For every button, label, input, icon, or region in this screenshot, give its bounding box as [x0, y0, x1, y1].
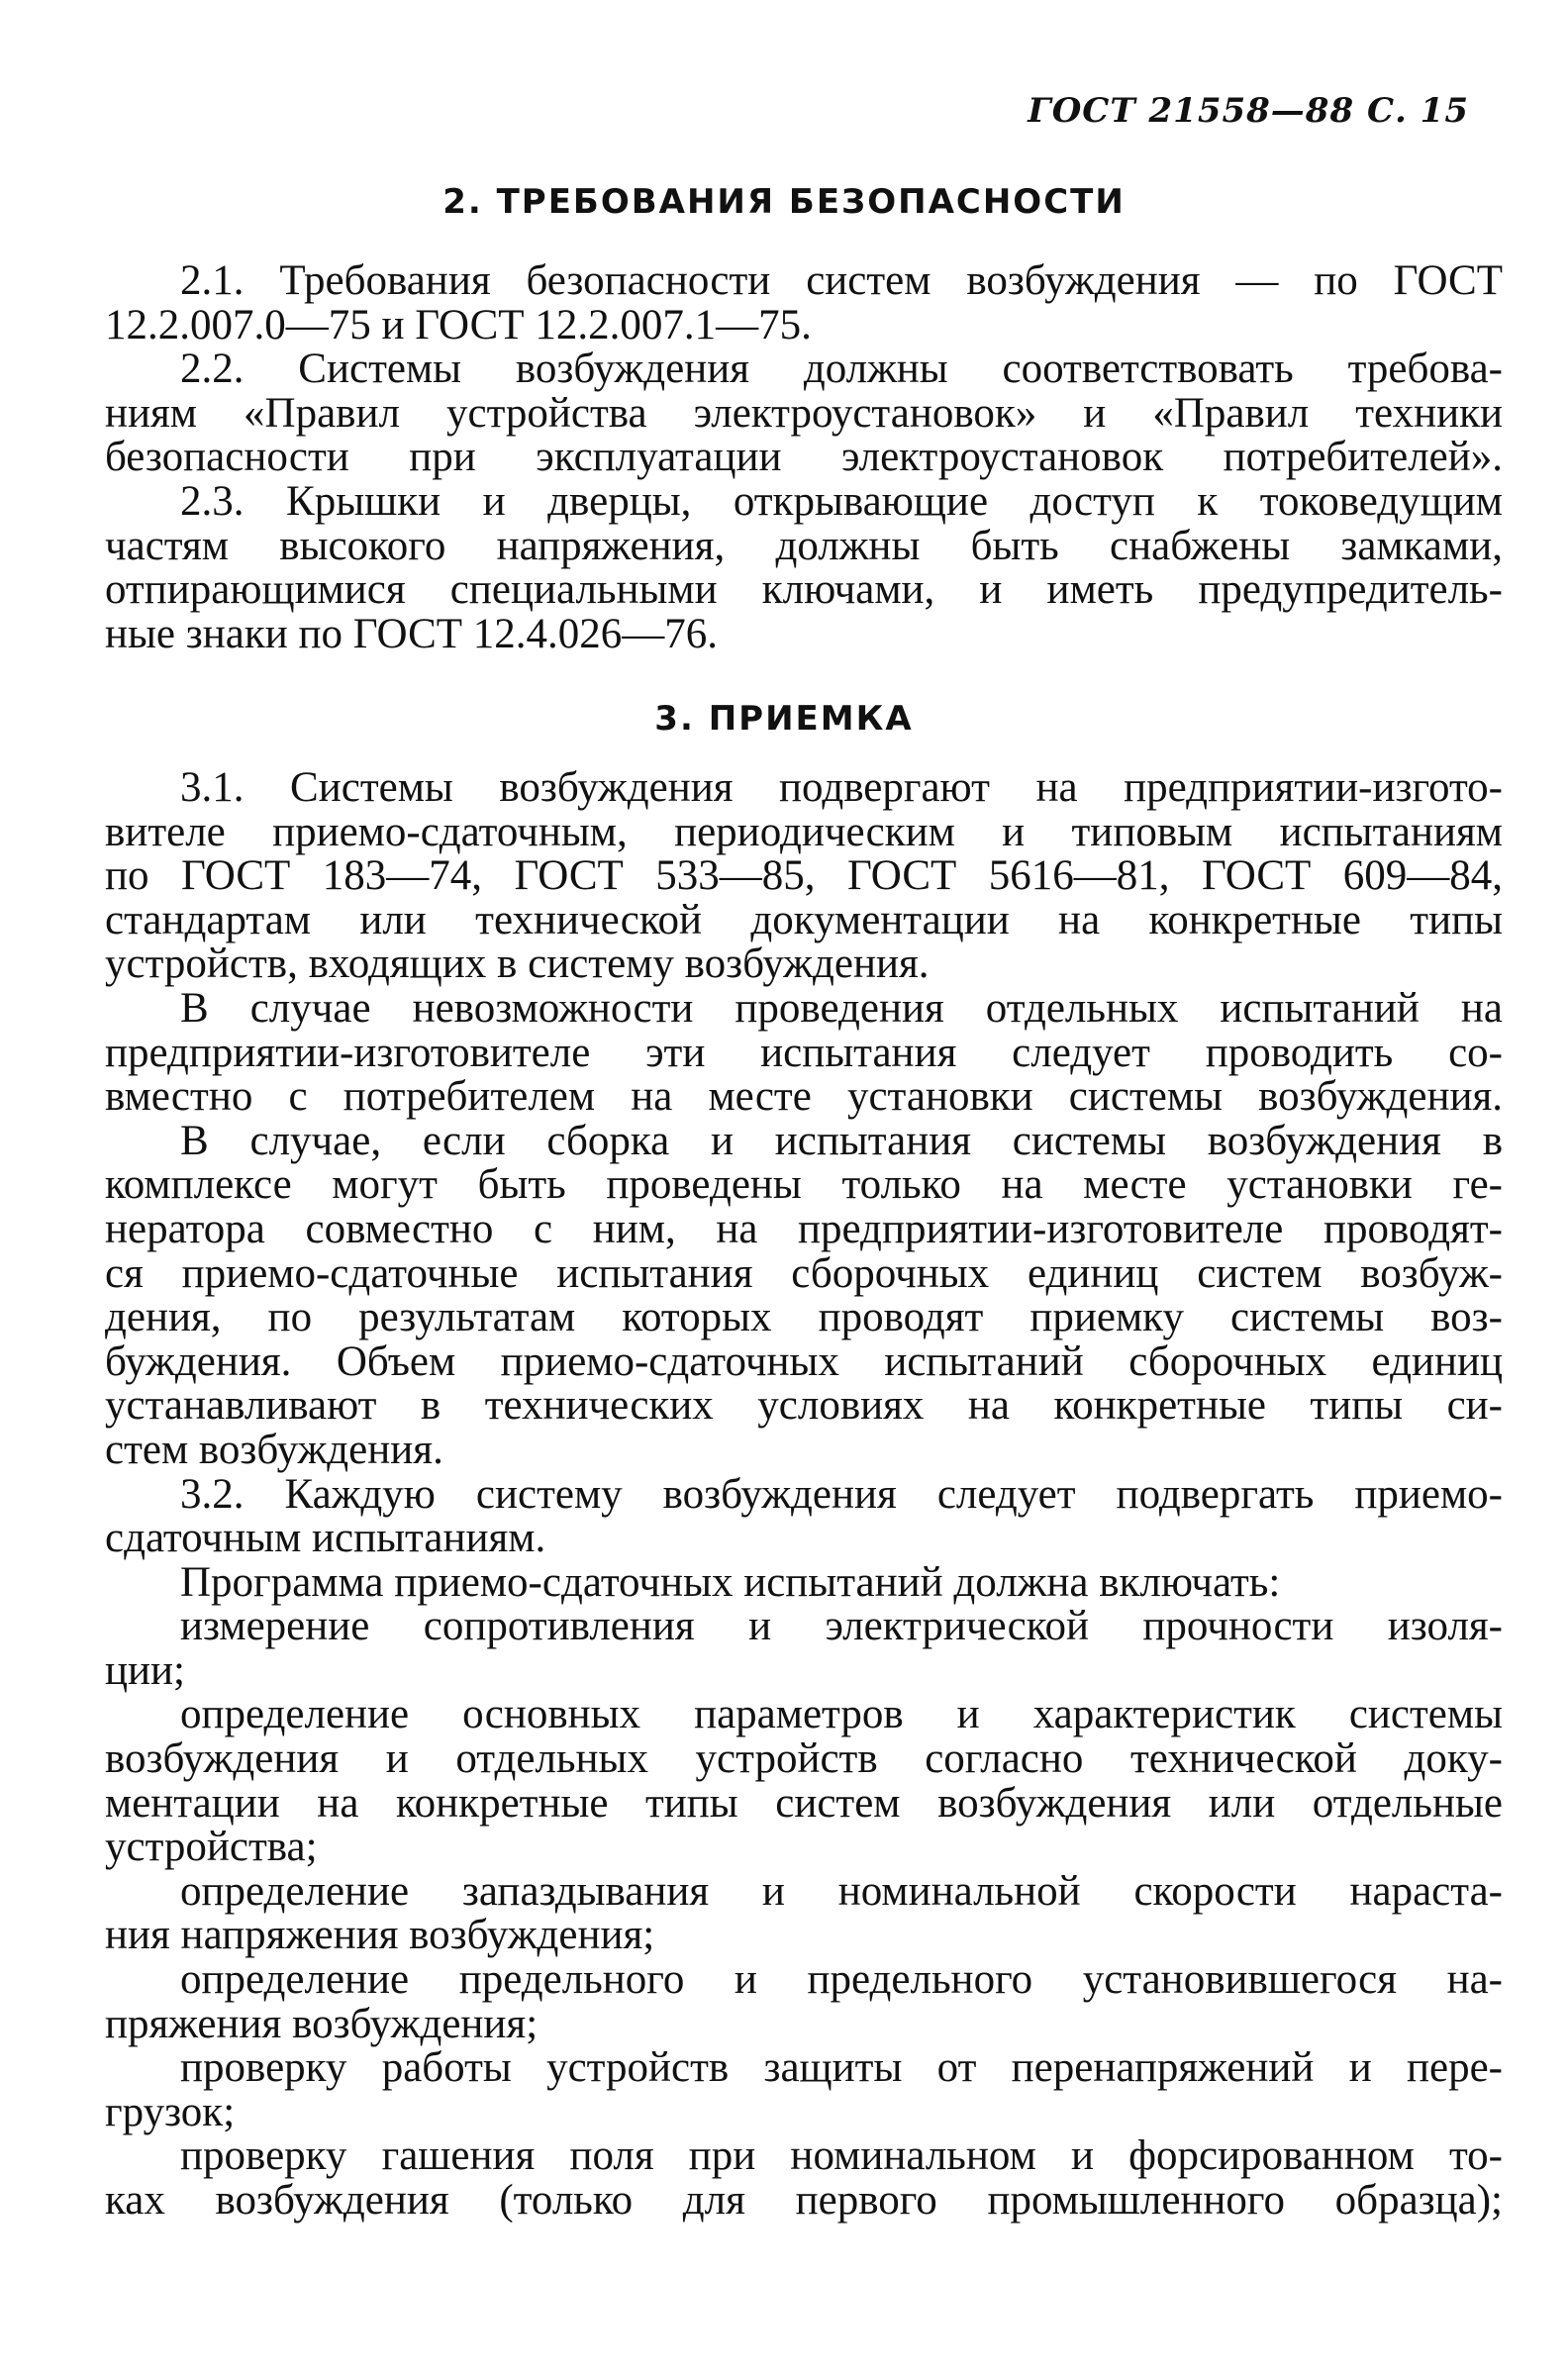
text-line: комплексе могут быть проведены только на месте установки ге-	[105, 1161, 1503, 1209]
section-3-title: 3. ПРИЕМКА	[654, 699, 914, 739]
text-line: ные знаки по ГОСТ 12.4.026—76.	[105, 610, 719, 657]
text-line: ции;	[105, 1646, 185, 1694]
text-line: ках возбуждения (только для первого промышленного образца);	[105, 2177, 1503, 2224]
text-line: по ГОСТ 183—74, ГОСТ 533—85, ГОСТ 5616—81, ГОСТ 609—84,	[105, 852, 1503, 900]
text-line: стем возбуждения.	[105, 1426, 443, 1473]
text-line: возбуждения и отдельных устройств согласно технической доку-	[105, 1735, 1503, 1783]
text-line: нератора совместно с ним, на предприятии-изготовителе проводят-	[105, 1205, 1503, 1252]
text-line: 2.2. Системы возбуждения должны соответствовать требова-	[180, 346, 1503, 393]
running-head: ГОСТ 21558—88 С. 15	[1028, 91, 1469, 131]
section-2-title: 2. ТРЕБОВАНИЯ БЕЗОПАСНОСТИ	[442, 182, 1126, 222]
text-line: буждения. Объем приемо-сдаточных испытаний сборочных единиц	[105, 1337, 1503, 1385]
text-line: определение предельного и предельного установившегося на-	[180, 1956, 1503, 2004]
text-line: устройств, входящих в систему возбуждения.	[105, 940, 930, 988]
section-2-body	[105, 259, 1503, 656]
text-line: 3.1. Системы возбуждения подвергают на предприятии-изгото-	[180, 764, 1503, 811]
text-line: устройства;	[105, 1824, 318, 1871]
text-line: В случае, если сборка и испытания системы возбуждения в	[180, 1117, 1503, 1164]
text-line: проверку гашения поля при номинальном и форсированном то-	[180, 2132, 1503, 2180]
text-line: 3.2. Каждую систему возбуждения следует подвергать приемо-	[180, 1470, 1503, 1518]
section-3-body	[105, 766, 1503, 2224]
text-line: ментации на конкретные типы систем возбуждения или отдельные	[105, 1779, 1503, 1827]
text-line: частям высокого напряжения, должны быть снабжены замками,	[105, 522, 1503, 569]
text-line: предприятии-изготовителе эти испытания следует проводить со-	[105, 1029, 1503, 1076]
text-line: отпирающимися специальными ключами, и иметь предупредитель-	[105, 566, 1503, 614]
text-line: дения, по результатам которых проводят приемку системы воз-	[105, 1294, 1503, 1341]
text-line: ния напряжения возбуждения;	[105, 1912, 655, 1959]
text-line: ниям «Правил устройства электроустановок» и «Правил техники	[105, 389, 1503, 437]
text-line: безопасности при эксплуатации электроустановок потребителей».	[105, 434, 1503, 481]
text-line: стандартам или технической документации на конкретные типы	[105, 896, 1503, 943]
text-line: определение запаздывания и номинальной скорости нараста-	[180, 1867, 1503, 1915]
text-line: вместно с потребителем на месте установки системы возбуждения.	[105, 1073, 1503, 1121]
text-line: сдаточным испытаниям.	[105, 1515, 546, 1562]
text-line: 2.1. Требования безопасности систем возбуждения — по ГОСТ	[180, 257, 1503, 304]
text-line: вителе приемо-сдаточным, периодическим и типовым испытаниям	[105, 808, 1503, 855]
text-line: измерение сопротивления и электрической прочности изоля-	[180, 1603, 1503, 1650]
text-line: грузок;	[105, 2088, 236, 2135]
text-line: проверку работы устройств защиты от перенапряжений и пере-	[180, 2044, 1503, 2092]
text-line: устанавливают в технических условиях на конкретные типы си-	[105, 1382, 1503, 1430]
text-line: 2.3. Крышки и дверцы, открывающие доступ к токоведущим	[180, 477, 1503, 525]
text-line: определение основных параметров и характеристик системы	[180, 1691, 1503, 1738]
text-line: Программа приемо-сдаточных испытаний должна включать:	[180, 1558, 1281, 1606]
text-line: 12.2.007.0—75 и ГОСТ 12.2.007.1—75.	[105, 301, 812, 348]
text-line: пряжения возбуждения;	[105, 2000, 539, 2047]
text-line: ся приемо-сдаточные испытания сборочных единиц систем возбуж-	[105, 1249, 1503, 1297]
text-line: В случае невозможности проведения отдельных испытаний на	[180, 984, 1503, 1032]
